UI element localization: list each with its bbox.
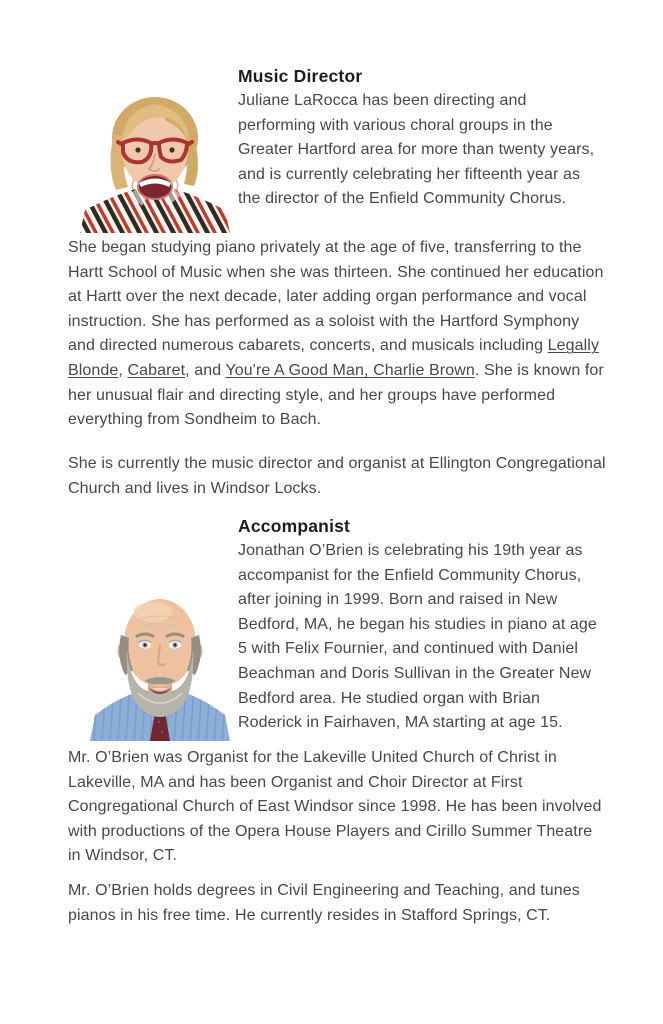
accompanist-personal: Mr. O’Brien holds degrees in Civil Engineering and Teaching, and tunes pianos in his free time. He currently resides in Stafford Springs, CT. — [68, 882, 580, 924]
music-director-section — [238, 64, 604, 212]
text-segment: , — [118, 361, 128, 379]
show-title-underlined: Cabaret — [127, 361, 186, 379]
music-director-intro: Juliane LaRocca has been directing and performing with various choral groups in the Greater Hartford area for more than twenty years, and is currently celebrating her fifteenth year as the director of the Enfield Community Chorus. — [238, 92, 595, 208]
music-director-heading: Music Director — [238, 66, 363, 86]
accompanist-heading: Accompanist — [238, 516, 351, 536]
accompanist-photo — [88, 585, 232, 741]
woman-headshot-image — [76, 86, 234, 233]
text-segment: She began studying piano privately at the age of five, transferring to the Hartt School of Music when she was thirteen. She continued her education at Hartt over the next decade, later adding organ performance and vocal instruction. She has performed as a soloist with the Hartford Symphony and directed numerous cabarets, concerts, and musicals including — [68, 239, 604, 355]
music-director-bio — [68, 236, 608, 433]
text-segment: . She is known for her unusual flair and directing style, and her groups have performed everything from Sondheim to Bach. — [68, 361, 604, 429]
accompanist-intro: Jonathan O’Brien is celebrating his 19th year as accompanist for the Enfield Community Chorus, after joining in 1999. Born and raised in New Bedford, MA, he began his studies in piano at age 5 with Felix Fournier, and continued with Daniel Beachman and Doris Sullivan in the Greater New Bedford area. He studied organ with Brian Roderick in Fairhaven, MA starting at age 15. — [238, 542, 597, 732]
music-director-current: She is currently the music director and organist at Ellington Congregational Church and lives in Windsor Locks. — [68, 455, 606, 497]
show-title-underlined: Legally Blonde — [68, 337, 600, 379]
man-headshot-image — [88, 585, 232, 741]
text-segment: , and — [185, 361, 226, 379]
music-director-photo — [76, 86, 234, 233]
accompanist-section — [238, 514, 606, 736]
show-title-underlined: You're A Good Man, Charlie Brown — [225, 361, 475, 379]
accompanist-history: Mr. O’Brien was Organist for the Lakeville United Church of Christ in Lakeville, MA and has been Organist and Choir Director at First Congregational Church of East Windsor since 1998. He has been involved with productions of the Opera House Players and Cirillo Summer Theatre in Windsor, CT. — [68, 749, 602, 865]
